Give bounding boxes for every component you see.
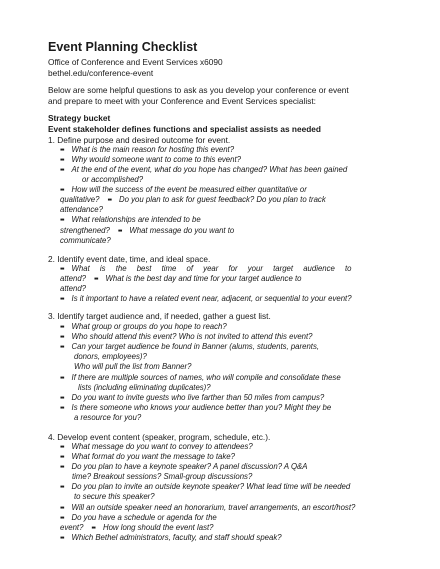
bullet-icon: ▪▪ bbox=[60, 165, 64, 174]
bullet-icon: ▪▪ bbox=[60, 533, 64, 542]
list-item: ▪▪ What is the main reason for hosting this event? bbox=[60, 145, 235, 154]
bullet-icon: ▪▪ bbox=[60, 264, 64, 273]
bullet-icon: ▪▪ bbox=[60, 332, 64, 341]
list-item: ▪▪ Do you plan to have a keynote speaker? A panel discussion? A Q&A bbox=[60, 462, 308, 471]
list-item: ▪▪ Do you plan to invite an outside keynote speaker? What lead time will be needed bbox=[60, 482, 351, 491]
bullet-icon: ▪▪ bbox=[60, 145, 64, 154]
bullet-icon: ▪▪ bbox=[60, 342, 64, 351]
list-item-continuation: attend? bbox=[60, 284, 87, 293]
bullet-icon: ▪▪ bbox=[60, 462, 64, 471]
list-item: ▪▪ Why would someone want to come to this event? bbox=[60, 155, 241, 164]
list-item-continuation: communicate? bbox=[60, 236, 111, 245]
list-item-continuation: attendance? bbox=[60, 205, 103, 214]
list-item-continuation: or accomplished? bbox=[82, 175, 144, 184]
bullet-icon: ▪▪ bbox=[60, 403, 64, 412]
bullet-icon: ▪▪ bbox=[60, 294, 64, 303]
list-item: ▪▪ What format do you want the message to take? bbox=[60, 452, 235, 461]
bullet-icon: ▪▪ bbox=[94, 274, 98, 283]
page-title: Event Planning Checklist bbox=[48, 40, 198, 54]
bullet-icon: ▪▪ bbox=[107, 195, 111, 204]
list-item-continuation: donors, employees)? bbox=[74, 352, 147, 361]
bullet-icon: ▪▪ bbox=[60, 322, 64, 331]
list-item-continuation: to secure this speaker? bbox=[74, 492, 155, 501]
list-item: ▪▪ Can your target audience be found in Banner (alums, students, parents, bbox=[60, 342, 320, 351]
list-item: ▪▪ Who should attend this event? Who is not invited to attend this event? bbox=[60, 332, 313, 341]
list-item: ▪▪ How will the success of the event be measured either quantitative or bbox=[60, 185, 307, 194]
step-1-heading: 1. Define purpose and desired outcome for event. bbox=[48, 135, 231, 145]
list-item-continuation: a resource for you? bbox=[74, 413, 142, 422]
list-item-continuation: lists (including eliminating duplicates)? bbox=[78, 383, 211, 392]
intro-line-1: Below are some helpful questions to ask as you develop your conference or event bbox=[48, 85, 349, 95]
list-item-continuation: qualitative? ▪▪ Do you plan to ask for guest feedback? Do you plan to track bbox=[60, 195, 326, 204]
list-item: ▪▪ Is there someone who knows your audience better than you? Might they be bbox=[60, 403, 332, 412]
section-heading-stakeholder: Event stakeholder defines functions and specialist assists as needed bbox=[48, 124, 321, 134]
list-item-continuation: event? ▪▪ How long should the event last? bbox=[60, 523, 214, 532]
bullet-icon: ▪▪ bbox=[60, 442, 64, 451]
list-item: ▪▪ Will an outside speaker need an honorarium, travel arrangements, an escort/host? bbox=[60, 503, 356, 512]
list-item-continuation: strengthened? ▪▪ What message do you want to bbox=[60, 226, 235, 235]
list-item: ▪▪ Do you want to invite guests who live farther than 50 miles from campus? bbox=[60, 393, 325, 402]
list-item-continuation: Who will pull the list from Banner? bbox=[74, 362, 192, 371]
list-item: ▪▪ At the end of the event, what do you hope has changed? What has been gained bbox=[60, 165, 348, 174]
list-item-continuation: time? Breakout sessions? Small-group discussions? bbox=[72, 472, 253, 481]
list-item: ▪▪ What group or groups do you hope to reach? bbox=[60, 322, 227, 331]
list-item: ▪▪ What relationships are intended to be bbox=[60, 215, 201, 224]
list-item: ▪▪ If there are multiple sources of names, who will compile and consolidate these bbox=[60, 373, 341, 382]
bullet-icon: ▪▪ bbox=[91, 523, 95, 532]
list-item: ▪▪ Is it important to have a related event near, adjacent, or sequential to your event? bbox=[60, 294, 352, 303]
bullet-icon: ▪▪ bbox=[60, 155, 64, 164]
step-2-heading: 2. Identify event date, time, and ideal space. bbox=[48, 254, 211, 264]
step-4-heading: 4. Develop event content (speaker, program, schedule, etc.). bbox=[48, 432, 271, 442]
bullet-icon: ▪▪ bbox=[117, 226, 122, 235]
section-heading-bucket: Strategy bucket bbox=[48, 113, 111, 123]
office-line: Office of Conference and Event Services x6090 bbox=[48, 57, 223, 67]
bullet-icon: ▪▪ bbox=[60, 503, 64, 512]
intro-line-2: and prepare to meet with your Conference and Event Services specialist: bbox=[48, 96, 316, 106]
bullet-icon: ▪▪ bbox=[60, 215, 64, 224]
bullet-icon: ▪▪ bbox=[60, 482, 64, 491]
list-item: ▪▪ Do you have a schedule or agenda for the bbox=[60, 513, 217, 522]
list-item: ▪▪ What message do you want to convey to attendees? bbox=[60, 442, 253, 451]
bullet-icon: ▪▪ bbox=[60, 185, 64, 194]
bullet-icon: ▪▪ bbox=[60, 373, 64, 382]
bullet-icon: ▪▪ bbox=[60, 513, 64, 522]
bullet-icon: ▪▪ bbox=[60, 452, 64, 461]
list-item: ▪▪ Which Bethel administrators, faculty, and staff should speak? bbox=[60, 533, 282, 542]
step-3-heading: 3. Identify target audience and, if needed, gather a guest list. bbox=[48, 311, 271, 321]
list-item-continuation: attend? ▪▪ What is the best day and time for your target audience to bbox=[60, 274, 302, 283]
list-item: ▪▪ What is the best time of year for your target audience to bbox=[60, 264, 352, 273]
bullet-icon: ▪▪ bbox=[60, 393, 64, 402]
website-line: bethel.edu/conference-event bbox=[48, 68, 154, 78]
